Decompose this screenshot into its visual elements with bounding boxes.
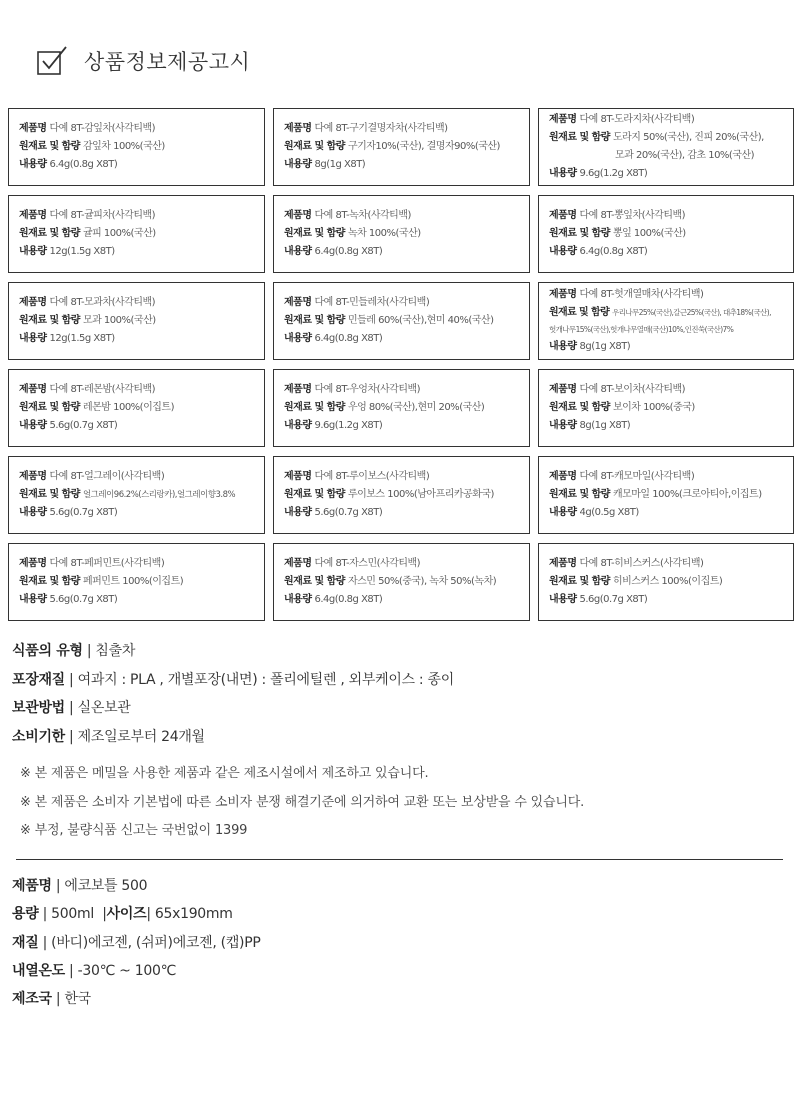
field-value: [8, 543, 794, 621]
field-label: 내용량: [19, 507, 47, 518]
card-line: [549, 207, 783, 225]
field-label: 제품명: [19, 210, 47, 221]
card-line: [19, 381, 254, 399]
card-line: [549, 399, 783, 417]
field-value: [8, 195, 794, 273]
field-value: 다예 8T-우엉차(사각티백): [314, 384, 421, 395]
card-line: [19, 312, 254, 330]
card-line: [549, 468, 783, 486]
card-line: [284, 417, 519, 435]
card-line: [549, 321, 783, 338]
info-line: 식품의 유형 | 침출차: [12, 643, 136, 659]
field-value: 우리나무25%(국산),갈근25%(국산), 대추18%(국산),: [612, 308, 771, 317]
field-value: 다예 8T-구기결명자차(사각티백): [314, 123, 448, 134]
field-label: 내용량: [19, 594, 47, 605]
field-value: 5.6g(0.7g X8T): [579, 594, 648, 605]
field-label: 원재료 및 함량: [284, 315, 345, 326]
spec-line: 재질 | (바디)에코젠, (쉬퍼)에코젠, (캡)PP: [12, 934, 261, 951]
field-label: 제품명: [549, 114, 577, 125]
card-line: [284, 243, 519, 261]
card-line: [549, 129, 783, 147]
field-value: 6.4g(0.8g X8T): [314, 333, 383, 344]
info-line: 보관방법 | 실온보관: [12, 700, 131, 716]
field-value: 모과 100%(국산): [82, 315, 156, 326]
card-line: [19, 243, 254, 261]
field-label: 내용량: [549, 507, 577, 518]
field-label: 내용량: [284, 333, 312, 344]
field-value: 다예 8T-뽕잎차(사각티백): [579, 210, 686, 221]
field-value: 감잎차 100%(국산): [82, 141, 165, 152]
field-value: 다예 8T-도라지차(사각티백): [579, 114, 695, 125]
product-card: [538, 108, 794, 186]
checkbox-icon: [36, 44, 70, 78]
field-label: 내용량: [549, 168, 577, 179]
field-label: 식품의 유형: [12, 643, 83, 659]
field-value: 8g(1g X8T): [314, 159, 366, 170]
field-value: 6.4g(0.8g X8T): [314, 594, 383, 605]
product-card: [538, 543, 794, 621]
card-line: [549, 573, 783, 591]
field-value: 얼그레이96.2%(스리랑카),얼그레이향3.8%: [82, 490, 236, 500]
divider: [16, 859, 783, 860]
field-label: 제품명: [19, 471, 47, 482]
field-label: 제품명: [12, 878, 52, 894]
field-value: 8g(1g X8T): [579, 420, 631, 431]
card-line: [284, 138, 519, 156]
field-value: 모과 20%(국산), 감초 10%(국산): [615, 150, 755, 161]
product-card: [8, 456, 265, 534]
spec-line: 용량 | 500ml |사이즈| 65x190mm: [12, 906, 233, 923]
field-label: 보관방법: [12, 700, 65, 716]
field-label: 내열온도: [12, 962, 65, 979]
card-line: [19, 399, 254, 417]
field-value: 여과지 : PLA , 개별포장(내면) : 폴리에틸렌 , 외부케이스 : 종이: [77, 671, 454, 688]
field-value: -30℃ ~ 100℃: [77, 962, 176, 979]
notice-list: [20, 760, 584, 846]
field-value: [8, 108, 794, 186]
field-label: 용량: [12, 906, 39, 923]
field-label: 제품명: [549, 471, 577, 482]
card-line: [284, 399, 519, 417]
field-value: 12g(1.5g X8T): [49, 246, 115, 257]
card-line: [284, 225, 519, 243]
field-label: 원재료 및 함량: [19, 141, 80, 152]
field-value: 5.6g(0.7g X8T): [49, 420, 118, 431]
card-line: [19, 138, 254, 156]
field-label: 제품명: [549, 558, 577, 569]
field-value: 4g(0.5g X8T): [579, 507, 639, 518]
product-card: [273, 195, 530, 273]
bottle-spec: [12, 872, 261, 1013]
field-label: 제품명: [549, 289, 577, 300]
card-line: [19, 207, 254, 225]
card-line: [284, 156, 519, 174]
field-value: 5.6g(0.7g X8T): [49, 507, 118, 518]
field-value: 5.6g(0.7g X8T): [49, 594, 118, 605]
notice-item: ※ 본 제품은 메밀을 사용한 제품과 같은 제조시설에서 제조하고 있습니다.: [20, 766, 429, 781]
card-line: [549, 504, 783, 522]
field-label: 원재료 및 함량: [19, 576, 80, 587]
field-label: 제품명: [284, 297, 312, 308]
field-label: 제품명: [284, 558, 312, 569]
field-value: 귤피 100%(국산): [82, 228, 156, 239]
field-value: 12g(1.5g X8T): [49, 333, 115, 344]
field-value: [8, 282, 794, 360]
product-card: [8, 195, 265, 273]
card-line: [549, 591, 783, 609]
card-line: [549, 417, 783, 435]
field-label: 원재료 및 함량: [19, 402, 80, 413]
field-value: 다예 8T-캐모마일(사각티백): [579, 471, 695, 482]
card-line: [284, 312, 519, 330]
product-card: [273, 543, 530, 621]
card-line: [284, 504, 519, 522]
field-label: 내용량: [549, 420, 577, 431]
field-value: 에코보틀 500: [64, 878, 148, 894]
card-line: [284, 330, 519, 348]
field-label: 원재료 및 함량: [549, 307, 610, 318]
field-value: 침출차: [95, 643, 136, 659]
field-label: 소비기한: [12, 728, 65, 745]
field-label: 원재료 및 함량: [284, 141, 345, 152]
field-label: 내용량: [549, 594, 577, 605]
field-value: 구기자10%(국산), 결명자90%(국산): [347, 141, 500, 152]
field-label: 제품명: [549, 210, 577, 221]
field-label: 포장재질: [12, 671, 65, 688]
field-value: 히비스커스 100%(이집트): [612, 576, 723, 587]
card-line: [284, 120, 519, 138]
field-value: 다예 8T-자스민(사각티백): [314, 558, 421, 569]
field-value: 레몬밤 100%(이집트): [82, 402, 174, 413]
field-label: 제품명: [549, 384, 577, 395]
card-line: [19, 573, 254, 591]
field-label: 내용량: [284, 594, 312, 605]
field-label: 내용량: [549, 341, 577, 352]
field-value: 9.6g(1.2g X8T): [579, 168, 648, 179]
field-label: 내용량: [284, 420, 312, 431]
field-value: 실온보관: [77, 700, 131, 716]
product-card: [273, 456, 530, 534]
field-value: 6.4g(0.8g X8T): [49, 159, 118, 170]
card-line: [549, 111, 783, 129]
field-value: 5.6g(0.7g X8T): [314, 507, 383, 518]
field-value: 다예 8T-얼그레이(사각티백): [49, 471, 165, 482]
field-label: 원재료 및 함량: [19, 315, 80, 326]
field-label: 원재료 및 함량: [549, 489, 610, 500]
field-label: 내용량: [19, 420, 47, 431]
field-value: 민들레 60%(국산),현미 40%(국산): [347, 315, 494, 326]
product-card: [538, 282, 794, 360]
field-label: 원재료 및 함량: [549, 576, 610, 587]
field-value: 다예 8T-민들레차(사각티백): [314, 297, 430, 308]
field-label: 제품명: [284, 123, 312, 134]
field-value: 헛개나무15%(국산),헛개나무열매(국산)10%,인진쑥(국산)7%: [549, 325, 734, 334]
field-label: 제품명: [284, 384, 312, 395]
card-line: [19, 555, 254, 573]
card-line: [284, 468, 519, 486]
field-value: 보이차 100%(중국): [612, 402, 695, 413]
card-line: [284, 381, 519, 399]
card-line: [19, 591, 254, 609]
field-value: 제조일로부터 24개월: [77, 728, 205, 745]
field-value: 다예 8T-보이차(사각티백): [579, 384, 686, 395]
product-card: [538, 369, 794, 447]
card-line: [549, 147, 783, 165]
info-line: 소비기한 | 제조일로부터 24개월: [12, 728, 205, 745]
card-line: [19, 120, 254, 138]
field-value: 다예 8T-녹차(사각티백): [314, 210, 411, 221]
card-line: [284, 573, 519, 591]
field-value: 다예 8T-헛개열매차(사각티백): [579, 289, 704, 300]
card-line: [549, 486, 783, 504]
field-value: 우엉 80%(국산),현미 20%(국산): [347, 402, 485, 413]
field-label: 내용량: [19, 159, 47, 170]
field-label: 제품명: [19, 297, 47, 308]
product-card: [273, 108, 530, 186]
field-value: 자스민 50%(중국), 녹차 50%(녹차): [347, 576, 497, 587]
field-label: 내용량: [19, 333, 47, 344]
card-line: [549, 304, 783, 321]
field-label: 원재료 및 함량: [284, 576, 345, 587]
product-card: [8, 282, 265, 360]
card-line: [549, 243, 783, 261]
field-label: 내용량: [549, 246, 577, 257]
field-label: 원재료 및 함량: [284, 228, 345, 239]
field-label: 제품명: [19, 558, 47, 569]
field-label: 내용량: [19, 246, 47, 257]
product-card: [273, 369, 530, 447]
field-value: 녹차 100%(국산): [347, 228, 421, 239]
field-value: [8, 369, 794, 447]
field-label: 내용량: [284, 507, 312, 518]
field-value: 65x190mm: [154, 906, 233, 923]
product-card: [273, 282, 530, 360]
field-value: 6.4g(0.8g X8T): [314, 246, 383, 257]
field-value: 500ml: [51, 906, 94, 923]
card-line: [549, 381, 783, 399]
field-label: 원재료 및 함량: [19, 228, 80, 239]
field-value: 뽕잎 100%(국산): [612, 228, 686, 239]
food-info: [12, 637, 454, 751]
field-label: 원재료 및 함량: [19, 489, 80, 500]
card-line: [284, 207, 519, 225]
card-line: [549, 225, 783, 243]
product-card: [8, 369, 265, 447]
field-label: 제품명: [19, 384, 47, 395]
spec-line: 제품명 | 에코보틀 500: [12, 878, 148, 894]
field-value: 캐모마일 100%(크로아티아,이집트): [612, 489, 762, 500]
card-line: [284, 555, 519, 573]
field-label: 원재료 및 함량: [549, 402, 610, 413]
field-value: 다예 8T-모과차(사각티백): [49, 297, 156, 308]
field-label: 제품명: [284, 210, 312, 221]
field-value: 다예 8T-페퍼민트(사각티백): [49, 558, 165, 569]
card-line: [549, 165, 783, 183]
card-line: [549, 338, 783, 356]
field-label: 원재료 및 함량: [284, 402, 345, 413]
card-line: [19, 504, 254, 522]
field-label: 내용량: [284, 246, 312, 257]
card-line: [19, 486, 254, 504]
field-value: 9.6g(1.2g X8T): [314, 420, 383, 431]
product-card: [8, 108, 265, 186]
field-value: [8, 456, 794, 534]
field-label: 원재료 및 함량: [284, 489, 345, 500]
field-value: 다예 8T-레몬밤(사각티백): [49, 384, 156, 395]
field-label: 제조국: [12, 991, 52, 1008]
card-line: [549, 555, 783, 573]
field-label: 제품명: [284, 471, 312, 482]
field-label: 사이즈: [106, 906, 147, 923]
field-value: 다예 8T-히비스커스(사각티백): [579, 558, 704, 569]
product-grid: [8, 108, 794, 630]
product-card: [538, 195, 794, 273]
spec-line: 내열온도 | -30℃ ~ 100℃: [12, 962, 176, 979]
field-value: 루이보스 100%(남아프리카공화국): [347, 489, 494, 500]
card-line: [549, 286, 783, 304]
notice-item: ※ 부정, 불량식품 신고는 국번없이 1399: [20, 823, 248, 838]
field-value: 한국: [64, 991, 91, 1008]
spec-line: 제조국 | 한국: [12, 991, 91, 1008]
field-label: 제품명: [19, 123, 47, 134]
field-label: 재질: [12, 934, 39, 951]
page-title: 상품정보제공고시: [84, 50, 251, 74]
card-line: [19, 225, 254, 243]
notice-item: ※ 본 제품은 소비자 기본법에 따른 소비자 분쟁 해결기준에 의거하여 교환 또는 보상받을 수 있습니다.: [20, 794, 584, 810]
card-line: [284, 294, 519, 312]
field-value: 페퍼민트 100%(이집트): [82, 576, 184, 587]
product-card: [8, 543, 265, 621]
field-value: 다예 8T-감잎차(사각티백): [49, 123, 156, 134]
card-line: [19, 417, 254, 435]
card-line: [19, 330, 254, 348]
card-line: [284, 591, 519, 609]
field-label: 원재료 및 함량: [549, 228, 610, 239]
card-line: [284, 486, 519, 504]
field-value: 다예 8T-귤피차(사각티백): [49, 210, 156, 221]
field-value: 6.4g(0.8g X8T): [579, 246, 648, 257]
info-line: 포장재질 | 여과지 : PLA , 개별포장(내면) : 폴리에틸렌 , 외부케이스 : 종이: [12, 671, 454, 688]
product-card: [538, 456, 794, 534]
field-value: 도라지 50%(국산), 진피 20%(국산),: [612, 132, 764, 143]
field-value: (바디)에코젠, (쉬퍼)에코젠, (캡)PP: [51, 934, 261, 951]
field-value: 8g(1g X8T): [579, 341, 631, 352]
field-value: 다예 8T-루이보스(사각티백): [314, 471, 430, 482]
field-label: 내용량: [284, 159, 312, 170]
card-line: [19, 294, 254, 312]
field-label: 원재료 및 함량: [549, 132, 610, 143]
card-line: [19, 156, 254, 174]
header: [36, 44, 250, 78]
card-line: [19, 468, 254, 486]
